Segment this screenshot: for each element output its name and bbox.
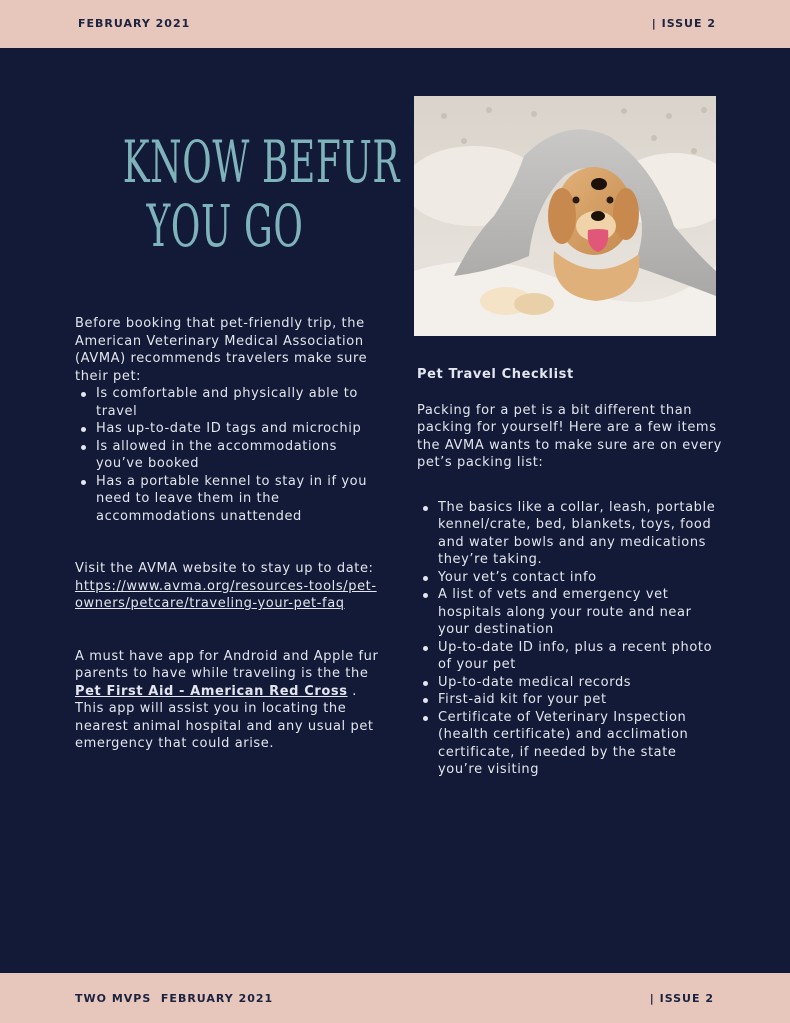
app-paragraph	[75, 648, 380, 753]
app-text-before: A must have app for Android and Apple fur parents to have while traveling is the the	[75, 648, 379, 681]
left-column	[75, 315, 380, 753]
list-item: Certificate of Veterinary Inspection (health certificate) and acclimation certificate, if needed by the state you’re visiting	[438, 709, 722, 779]
checklist	[417, 499, 722, 779]
dog-photo	[414, 96, 716, 336]
requirements-list	[75, 385, 380, 525]
checklist-intro: Packing for a pet is a bit different than packing for yourself! Here are a few items the AVMA wants to make sure are on every pet’s packing list:	[417, 402, 722, 470]
header-date: FEBRUARY 2021	[78, 17, 191, 30]
footer-issue: | ISSUE 2	[649, 992, 714, 1005]
avma-link[interactable]: https://www.avma.org/resources-tools/pet-owners/petcare/traveling-your-pet-faq	[75, 578, 377, 611]
footer-band	[0, 973, 790, 1023]
visit-text: Visit the AVMA website to stay up to date:	[75, 561, 374, 576]
title-line-1: KNOW BEFUR	[122, 128, 401, 196]
page-title	[122, 128, 401, 260]
app-link[interactable]: Pet First Aid - American Red Cross	[75, 683, 348, 699]
list-item: Up-to-date ID info, plus a recent photo of your pet	[438, 639, 722, 674]
list-item: First-aid kit for your pet	[438, 691, 722, 709]
list-item: Up-to-date medical records	[438, 674, 722, 692]
list-item: Your vet’s contact info	[438, 569, 722, 587]
list-item: Has a portable kennel to stay in if you need to leave them in the accommodations unattended	[96, 473, 380, 526]
app-text-after: . This app will assist you in locating the nearest animal hospital and any usual pet emergency that could arise.	[75, 683, 374, 751]
checklist-heading: Pet Travel Checklist	[417, 367, 574, 382]
intro-paragraph: Before booking that pet-friendly trip, the American Veterinary Medical Association (AVMA) recommends travelers make sure their pet:	[75, 316, 368, 384]
list-item: Has up-to-date ID tags and microchip	[96, 420, 380, 438]
right-column	[417, 366, 722, 779]
header-band	[0, 0, 790, 48]
list-item: Is allowed in the accommodations you’ve booked	[96, 438, 380, 473]
footer-left: TWO MVPS FEBRUARY 2021	[75, 992, 274, 1005]
title-line-2: YOU GO	[146, 192, 304, 260]
header-issue: | ISSUE 2	[651, 17, 716, 30]
list-item: A list of vets and emergency vet hospitals along your route and near your destination	[438, 586, 722, 639]
list-item: The basics like a collar, leash, portable kennel/crate, bed, blankets, toys, food and water bowls and any medications they’re taking.	[438, 499, 722, 569]
list-item: Is comfortable and physically able to travel	[96, 385, 380, 420]
